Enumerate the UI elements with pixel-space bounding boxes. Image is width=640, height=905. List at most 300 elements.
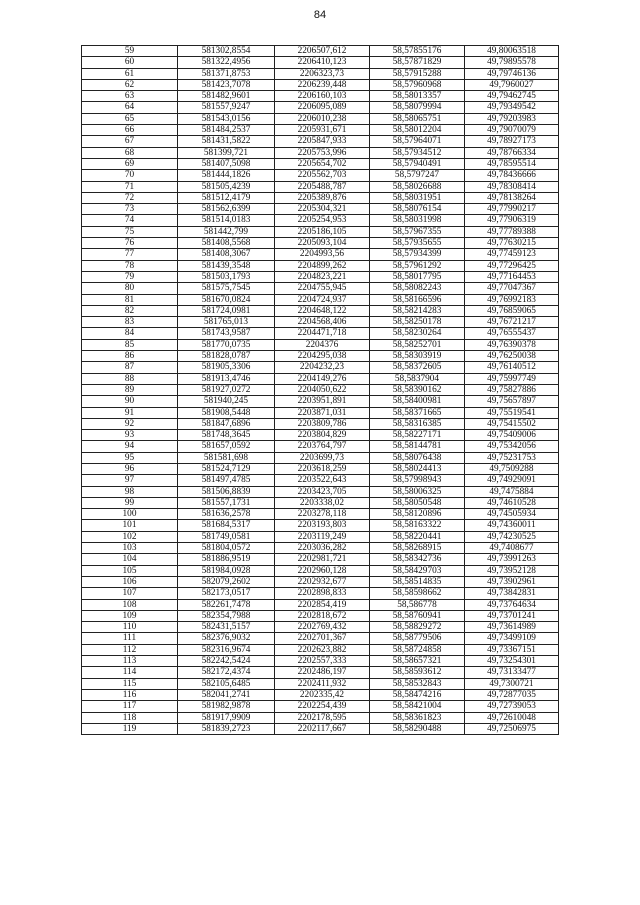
longitude-cell: 49,78927173 [465, 136, 559, 147]
y-coordinate-cell: 2205562,703 [275, 170, 370, 181]
y-coordinate-cell: 2204823,221 [275, 271, 370, 282]
table-row [82, 260, 559, 271]
latitude-cell: 58,5797247 [370, 170, 465, 181]
y-coordinate-cell: 2202557,333 [275, 656, 370, 667]
longitude-cell: 49,75997749 [465, 373, 559, 384]
x-coordinate-cell: 581442,799 [178, 226, 275, 237]
x-coordinate-cell: 582376,9032 [178, 633, 275, 644]
table-row [82, 158, 559, 169]
y-coordinate-cell: 2202981,721 [275, 554, 370, 565]
x-coordinate-cell: 581514,0183 [178, 215, 275, 226]
latitude-cell: 58,57960968 [370, 79, 465, 90]
x-coordinate-cell: 582242,5424 [178, 656, 275, 667]
y-coordinate-cell: 2202701,367 [275, 633, 370, 644]
table-row [82, 407, 559, 418]
longitude-cell: 49,75657897 [465, 396, 559, 407]
point-number-cell: 114 [82, 667, 178, 678]
x-coordinate-cell: 582431,5157 [178, 622, 275, 633]
point-number-cell: 113 [82, 656, 178, 667]
x-coordinate-cell: 581439,3548 [178, 260, 275, 271]
table-row [82, 102, 559, 113]
y-coordinate-cell: 2203804,829 [275, 430, 370, 441]
latitude-cell: 58,58361823 [370, 712, 465, 723]
y-coordinate-cell: 2203193,803 [275, 520, 370, 531]
longitude-cell: 49,75827886 [465, 384, 559, 395]
latitude-cell: 58,57967355 [370, 226, 465, 237]
x-coordinate-cell: 581543,0156 [178, 113, 275, 124]
latitude-cell: 58,58079994 [370, 102, 465, 113]
table-row [82, 339, 559, 350]
point-number-cell: 119 [82, 723, 178, 734]
x-coordinate-cell: 581913,4746 [178, 373, 275, 384]
longitude-cell: 49,77164453 [465, 271, 559, 282]
y-coordinate-cell: 2203423,705 [275, 486, 370, 497]
x-coordinate-cell: 581322,4956 [178, 57, 275, 68]
latitude-cell: 58,58220441 [370, 531, 465, 542]
y-coordinate-cell: 2205654,702 [275, 158, 370, 169]
longitude-cell: 49,77990217 [465, 204, 559, 215]
y-coordinate-cell: 2203338,02 [275, 497, 370, 508]
point-number-cell: 88 [82, 373, 178, 384]
latitude-cell: 58,58065751 [370, 113, 465, 124]
x-coordinate-cell: 581886,9519 [178, 554, 275, 565]
point-number-cell: 68 [82, 147, 178, 158]
y-coordinate-cell: 2204724,937 [275, 294, 370, 305]
y-coordinate-cell: 2203278,118 [275, 509, 370, 520]
y-coordinate-cell: 2203522,643 [275, 475, 370, 486]
latitude-cell: 58,58268915 [370, 543, 465, 554]
y-coordinate-cell: 2203951,891 [275, 396, 370, 407]
longitude-cell: 49,77789388 [465, 226, 559, 237]
x-coordinate-cell: 581575,7545 [178, 283, 275, 294]
y-coordinate-cell: 2205847,933 [275, 136, 370, 147]
longitude-cell: 49,79895578 [465, 57, 559, 68]
x-coordinate-cell: 582105,6485 [178, 678, 275, 689]
longitude-cell: 49,79746136 [465, 68, 559, 79]
table-row [82, 317, 559, 328]
latitude-cell: 58,58760941 [370, 610, 465, 621]
point-number-cell: 63 [82, 91, 178, 102]
y-coordinate-cell: 2204755,945 [275, 283, 370, 294]
x-coordinate-cell: 581927,0272 [178, 384, 275, 395]
x-coordinate-cell: 581444,1826 [178, 170, 275, 181]
y-coordinate-cell: 2202486,197 [275, 667, 370, 678]
table-row [82, 271, 559, 282]
longitude-cell: 49,74610528 [465, 497, 559, 508]
x-coordinate-cell: 581748,3645 [178, 430, 275, 441]
longitude-cell: 49,76140512 [465, 362, 559, 373]
table-row [82, 384, 559, 395]
y-coordinate-cell: 2206410,123 [275, 57, 370, 68]
table-row [82, 599, 559, 610]
y-coordinate-cell: 2203618,259 [275, 463, 370, 474]
latitude-cell: 58,58166596 [370, 294, 465, 305]
longitude-cell: 49,73952128 [465, 565, 559, 576]
table-row [82, 68, 559, 79]
x-coordinate-cell: 581917,9909 [178, 712, 275, 723]
point-number-cell: 80 [82, 283, 178, 294]
point-number-cell: 82 [82, 305, 178, 316]
latitude-cell: 58,58342736 [370, 554, 465, 565]
latitude-cell: 58,58598662 [370, 588, 465, 599]
point-number-cell: 76 [82, 238, 178, 249]
point-number-cell: 109 [82, 610, 178, 621]
latitude-cell: 58,58779506 [370, 633, 465, 644]
x-coordinate-cell: 581828,0787 [178, 351, 275, 362]
y-coordinate-cell: 2202411,932 [275, 678, 370, 689]
y-coordinate-cell: 2205931,671 [275, 125, 370, 136]
table-row [82, 57, 559, 68]
point-number-cell: 71 [82, 181, 178, 192]
longitude-cell: 49,74929091 [465, 475, 559, 486]
x-coordinate-cell: 582079,2602 [178, 576, 275, 587]
y-coordinate-cell: 2205753,996 [275, 147, 370, 158]
x-coordinate-cell: 582173,0517 [178, 588, 275, 599]
x-coordinate-cell: 581371,8753 [178, 68, 275, 79]
longitude-cell: 49,76390378 [465, 339, 559, 350]
table-row [82, 475, 559, 486]
point-number-cell: 115 [82, 678, 178, 689]
y-coordinate-cell: 2204993,56 [275, 249, 370, 260]
latitude-cell: 58,58031998 [370, 215, 465, 226]
table-row [82, 565, 559, 576]
longitude-cell: 49,78308414 [465, 181, 559, 192]
x-coordinate-cell: 581636,2578 [178, 509, 275, 520]
longitude-cell: 49,72506975 [465, 723, 559, 734]
latitude-cell: 58,57961292 [370, 260, 465, 271]
point-number-cell: 67 [82, 136, 178, 147]
table-row [82, 79, 559, 90]
table-row [82, 452, 559, 463]
x-coordinate-cell: 581506,8839 [178, 486, 275, 497]
x-coordinate-cell: 581557,1731 [178, 497, 275, 508]
latitude-cell: 58,57855176 [370, 46, 465, 57]
point-number-cell: 97 [82, 475, 178, 486]
x-coordinate-cell: 581557,9247 [178, 102, 275, 113]
longitude-cell: 49,73614989 [465, 622, 559, 633]
longitude-cell: 49,76721217 [465, 317, 559, 328]
table-row [82, 497, 559, 508]
y-coordinate-cell: 2206239,448 [275, 79, 370, 90]
y-coordinate-cell: 2205488,787 [275, 181, 370, 192]
longitude-cell: 49,76555437 [465, 328, 559, 339]
point-number-cell: 77 [82, 249, 178, 260]
table-row [82, 701, 559, 712]
latitude-cell: 58,58429703 [370, 565, 465, 576]
latitude-cell: 58,57964071 [370, 136, 465, 147]
latitude-cell: 58,58657321 [370, 656, 465, 667]
point-number-cell: 104 [82, 554, 178, 565]
table-row [82, 192, 559, 203]
point-number-cell: 107 [82, 588, 178, 599]
x-coordinate-cell: 581505,4239 [178, 181, 275, 192]
point-number-cell: 90 [82, 396, 178, 407]
latitude-cell: 58,58076438 [370, 452, 465, 463]
point-number-cell: 78 [82, 260, 178, 271]
table-row [82, 622, 559, 633]
y-coordinate-cell: 2202117,667 [275, 723, 370, 734]
latitude-cell: 58,58082243 [370, 283, 465, 294]
longitude-cell: 49,72877035 [465, 689, 559, 700]
latitude-cell: 58,58250178 [370, 317, 465, 328]
y-coordinate-cell: 2203871,031 [275, 407, 370, 418]
latitude-cell: 58,58031951 [370, 192, 465, 203]
point-number-cell: 106 [82, 576, 178, 587]
table-row [82, 91, 559, 102]
point-number-cell: 61 [82, 68, 178, 79]
longitude-cell: 49,77630215 [465, 238, 559, 249]
longitude-cell: 49,77047367 [465, 283, 559, 294]
latitude-cell: 58,58012204 [370, 125, 465, 136]
latitude-cell: 58,58013357 [370, 91, 465, 102]
table-row [82, 373, 559, 384]
point-number-cell: 116 [82, 689, 178, 700]
x-coordinate-cell: 582041,2741 [178, 689, 275, 700]
x-coordinate-cell: 581670,0824 [178, 294, 275, 305]
latitude-cell: 58,58400981 [370, 396, 465, 407]
table-row [82, 509, 559, 520]
longitude-cell: 49,76992183 [465, 294, 559, 305]
latitude-cell: 58,58144781 [370, 441, 465, 452]
longitude-cell: 49,73254301 [465, 656, 559, 667]
y-coordinate-cell: 2203119,249 [275, 531, 370, 542]
latitude-cell: 58,57934512 [370, 147, 465, 158]
table-row [82, 328, 559, 339]
longitude-cell: 49,78436666 [465, 170, 559, 181]
table-row [82, 362, 559, 373]
table-row [82, 712, 559, 723]
latitude-cell: 58,58372605 [370, 362, 465, 373]
longitude-cell: 49,74505934 [465, 509, 559, 520]
x-coordinate-cell: 581982,9878 [178, 701, 275, 712]
latitude-cell: 58,58371665 [370, 407, 465, 418]
x-coordinate-cell: 581657,0592 [178, 441, 275, 452]
longitude-cell: 49,7475884 [465, 486, 559, 497]
x-coordinate-cell: 581399,721 [178, 147, 275, 158]
table-row [82, 396, 559, 407]
x-coordinate-cell: 581908,5448 [178, 407, 275, 418]
latitude-cell: 58,58214283 [370, 305, 465, 316]
coordinates-table [81, 45, 559, 735]
point-number-cell: 70 [82, 170, 178, 181]
latitude-cell: 58,58163322 [370, 520, 465, 531]
longitude-cell: 49,73499109 [465, 633, 559, 644]
y-coordinate-cell: 2202769,432 [275, 622, 370, 633]
y-coordinate-cell: 2204899,262 [275, 260, 370, 271]
x-coordinate-cell: 581512,4179 [178, 192, 275, 203]
coordinates-table-body [82, 46, 559, 735]
table-row [82, 351, 559, 362]
y-coordinate-cell: 2206323,73 [275, 68, 370, 79]
y-coordinate-cell: 2203764,797 [275, 441, 370, 452]
y-coordinate-cell: 2204568,406 [275, 317, 370, 328]
longitude-cell: 49,75409006 [465, 430, 559, 441]
table-row [82, 543, 559, 554]
table-row [82, 125, 559, 136]
longitude-cell: 49,73367151 [465, 644, 559, 655]
latitude-cell: 58,58050548 [370, 497, 465, 508]
point-number-cell: 110 [82, 622, 178, 633]
x-coordinate-cell: 581497,4785 [178, 475, 275, 486]
longitude-cell: 49,73133477 [465, 667, 559, 678]
latitude-cell: 58,58593612 [370, 667, 465, 678]
y-coordinate-cell: 2202178,595 [275, 712, 370, 723]
latitude-cell: 58,58724858 [370, 644, 465, 655]
point-number-cell: 117 [82, 701, 178, 712]
latitude-cell: 58,58006325 [370, 486, 465, 497]
point-number-cell: 62 [82, 79, 178, 90]
longitude-cell: 49,73991263 [465, 554, 559, 565]
longitude-cell: 49,73842831 [465, 588, 559, 599]
latitude-cell: 58,58024413 [370, 463, 465, 474]
point-number-cell: 73 [82, 204, 178, 215]
longitude-cell: 49,7960027 [465, 79, 559, 90]
point-number-cell: 85 [82, 339, 178, 350]
table-row [82, 689, 559, 700]
x-coordinate-cell: 581847,6896 [178, 418, 275, 429]
latitude-cell: 58,57915288 [370, 68, 465, 79]
point-number-cell: 87 [82, 362, 178, 373]
longitude-cell: 49,80063518 [465, 46, 559, 57]
longitude-cell: 49,75342056 [465, 441, 559, 452]
y-coordinate-cell: 2202818,672 [275, 610, 370, 621]
x-coordinate-cell: 581423,7078 [178, 79, 275, 90]
longitude-cell: 49,74230525 [465, 531, 559, 542]
table-row [82, 723, 559, 734]
page-number: 84 [313, 9, 327, 21]
latitude-cell: 58,58120896 [370, 509, 465, 520]
point-number-cell: 65 [82, 113, 178, 124]
point-number-cell: 89 [82, 384, 178, 395]
point-number-cell: 91 [82, 407, 178, 418]
longitude-cell: 49,73902961 [465, 576, 559, 587]
latitude-cell: 58,58390162 [370, 384, 465, 395]
latitude-cell: 58,58303919 [370, 351, 465, 362]
longitude-cell: 49,77906319 [465, 215, 559, 226]
y-coordinate-cell: 2203699,73 [275, 452, 370, 463]
x-coordinate-cell: 581804,0572 [178, 543, 275, 554]
latitude-cell: 58,58514835 [370, 576, 465, 587]
longitude-cell: 49,72610048 [465, 712, 559, 723]
x-coordinate-cell: 581940,245 [178, 396, 275, 407]
longitude-cell: 49,73764634 [465, 599, 559, 610]
x-coordinate-cell: 582172,4374 [178, 667, 275, 678]
table-row [82, 463, 559, 474]
table-row [82, 294, 559, 305]
y-coordinate-cell: 2205093,104 [275, 238, 370, 249]
y-coordinate-cell: 2202335,42 [275, 689, 370, 700]
latitude-cell: 58,58252701 [370, 339, 465, 350]
table-row [82, 283, 559, 294]
y-coordinate-cell: 2203809,786 [275, 418, 370, 429]
latitude-cell: 58,57934399 [370, 249, 465, 260]
point-number-cell: 66 [82, 125, 178, 136]
latitude-cell: 58,58230264 [370, 328, 465, 339]
longitude-cell: 49,7300721 [465, 678, 559, 689]
y-coordinate-cell: 2202254,439 [275, 701, 370, 712]
table-row [82, 667, 559, 678]
table-row [82, 305, 559, 316]
table-row [82, 170, 559, 181]
latitude-cell: 58,58532843 [370, 678, 465, 689]
latitude-cell: 58,5837904 [370, 373, 465, 384]
latitude-cell: 58,57998943 [370, 475, 465, 486]
point-number-cell: 75 [82, 226, 178, 237]
table-row [82, 226, 559, 237]
x-coordinate-cell: 581581,698 [178, 452, 275, 463]
longitude-cell: 49,72739053 [465, 701, 559, 712]
y-coordinate-cell: 2202623,882 [275, 644, 370, 655]
longitude-cell: 49,7509288 [465, 463, 559, 474]
table-row [82, 554, 559, 565]
point-number-cell: 112 [82, 644, 178, 655]
point-number-cell: 100 [82, 509, 178, 520]
longitude-cell: 49,76250038 [465, 351, 559, 362]
x-coordinate-cell: 581770,0735 [178, 339, 275, 350]
x-coordinate-cell: 581984,0928 [178, 565, 275, 576]
y-coordinate-cell: 2202854,419 [275, 599, 370, 610]
y-coordinate-cell: 2204295,038 [275, 351, 370, 362]
x-coordinate-cell: 581684,5317 [178, 520, 275, 531]
x-coordinate-cell: 581408,5568 [178, 238, 275, 249]
y-coordinate-cell: 2206095,089 [275, 102, 370, 113]
table-row [82, 520, 559, 531]
longitude-cell: 49,75415502 [465, 418, 559, 429]
table-row [82, 147, 559, 158]
latitude-cell: 58,58017795 [370, 271, 465, 282]
latitude-cell: 58,58474216 [370, 689, 465, 700]
latitude-cell: 58,58076154 [370, 204, 465, 215]
table-row [82, 531, 559, 542]
point-number-cell: 74 [82, 215, 178, 226]
longitude-cell: 49,75231753 [465, 452, 559, 463]
y-coordinate-cell: 2204648,122 [275, 305, 370, 316]
table-row [82, 633, 559, 644]
x-coordinate-cell: 581408,3067 [178, 249, 275, 260]
latitude-cell: 58,57871829 [370, 57, 465, 68]
y-coordinate-cell: 2205304,321 [275, 204, 370, 215]
y-coordinate-cell: 2202932,677 [275, 576, 370, 587]
longitude-cell: 49,78766334 [465, 147, 559, 158]
table-row [82, 238, 559, 249]
x-coordinate-cell: 581482,9601 [178, 91, 275, 102]
latitude-cell: 58,57935655 [370, 238, 465, 249]
point-number-cell: 60 [82, 57, 178, 68]
table-row [82, 136, 559, 147]
point-number-cell: 101 [82, 520, 178, 531]
point-number-cell: 118 [82, 712, 178, 723]
x-coordinate-cell: 582261,7478 [178, 599, 275, 610]
table-row [82, 644, 559, 655]
latitude-cell: 58,58421004 [370, 701, 465, 712]
latitude-cell: 58,58829272 [370, 622, 465, 633]
table-row [82, 181, 559, 192]
table-row [82, 610, 559, 621]
x-coordinate-cell: 581765,013 [178, 317, 275, 328]
point-number-cell: 98 [82, 486, 178, 497]
x-coordinate-cell: 581743,9587 [178, 328, 275, 339]
x-coordinate-cell: 581431,5822 [178, 136, 275, 147]
point-number-cell: 93 [82, 430, 178, 441]
longitude-cell: 49,79070079 [465, 125, 559, 136]
longitude-cell: 49,79349542 [465, 102, 559, 113]
y-coordinate-cell: 2206010,238 [275, 113, 370, 124]
longitude-cell: 49,74360011 [465, 520, 559, 531]
point-number-cell: 69 [82, 158, 178, 169]
table-row [82, 576, 559, 587]
table-row [82, 418, 559, 429]
table-row [82, 249, 559, 260]
